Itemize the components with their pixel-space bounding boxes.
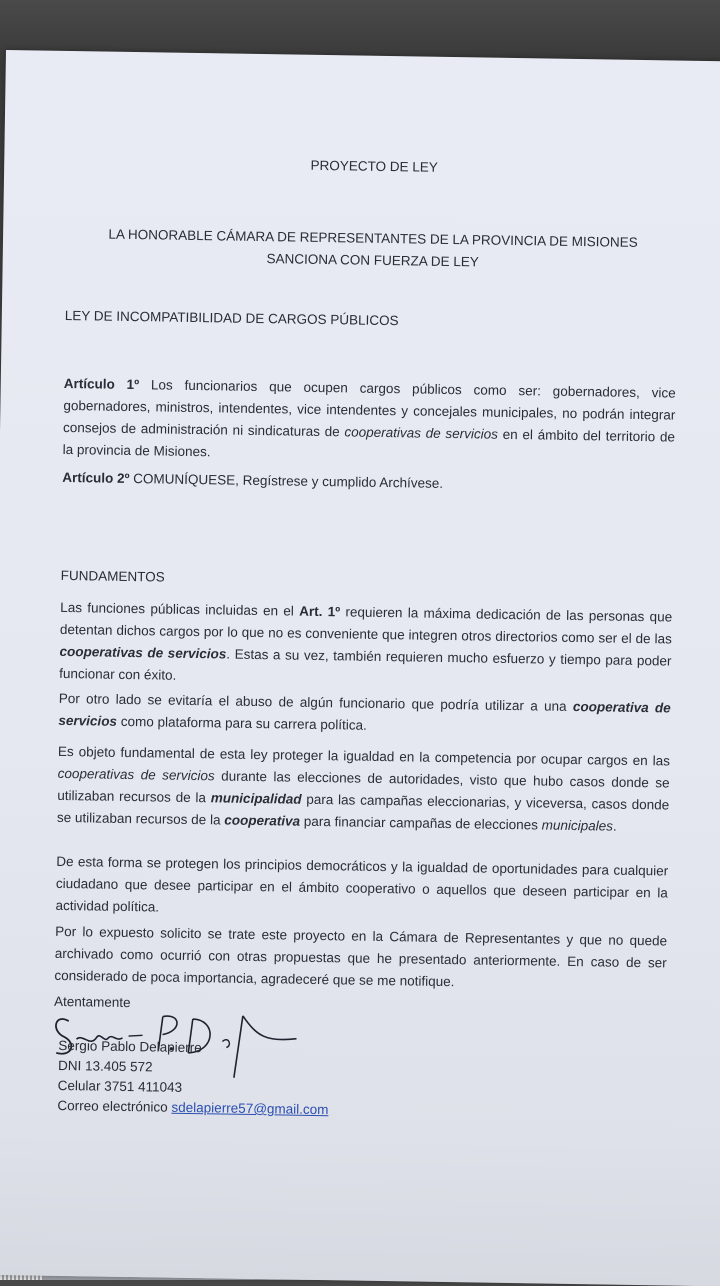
fundamentos-paragraph-2 [58,688,671,742]
document-title: PROYECTO DE LEY [310,157,438,175]
article-2-label: Artículo 2º [62,469,130,486]
fundamentos-paragraph-1 [59,597,672,695]
article-1-text-b: en el ámbito del territorio de la provincia de Misiones. [62,426,676,460]
f1-b: Art. 1º [299,603,341,620]
f2-c: como plataforma para su carrera política. [116,713,367,733]
signer-dni: DNI 13.405 572 [57,1057,153,1075]
fundamentos-heading: FUNDAMENTOS [60,567,165,585]
f3-c: durante las elecciones de autoridades, visto que hubo casos donde se utilizaban recursos de la [57,768,670,806]
f1-e: . Estas a su vez, también requieren mucho esfuerzo y tiempo para poder funcionar con éxito. [59,646,672,683]
f3-a: Es objeto fundamental de esta ley proteger la igualdad en la competencia por ocupar cargos en las [57,743,671,769]
article-1 [63,373,676,471]
article-2 [62,467,674,499]
fundamentos-paragraph-5: Por lo expuesto solicito se trate este proyecto en la Cámara de Representantes y que no quede archivado como ocurrió con otras propuestas que he presentado anteriormente. En caso de ser considerado de poca importancia, agradeceré que se me notifique. [54,923,668,990]
article-1-emphasis: cooperativas de servicios [344,424,499,442]
signer-phone: Celular 3751 411043 [57,1077,183,1095]
f3-h: municipales [541,817,614,834]
heading-line-1: LA HONORABLE CÁMARA DE REPRESENTANTES DE LA PROVINCIA DE MISIONES [108,226,638,250]
signer-block [57,1036,329,1120]
f1-a: Las funciones públicas incluidas en el [60,599,300,619]
f3-e: para las campañas eleccionarias, y viceversa, casos donde se utilizaban recursos de la [56,791,670,828]
email-label: Correo electrónico [57,1097,172,1115]
fundamentos-paragraph-4: De esta forma se protegen los principios democráticos y la igualdad de oportunidades para cualquier ciudadano que desee participar en el ámbito cooperativo o aquellos que deseen participar en la actividad política. [55,853,669,915]
f3-b: cooperativas de servicios [57,765,215,784]
f2-b: cooperativa de servicios [58,698,671,729]
law-name: LEY DE INCOMPATIBILIDAD DE CARGOS PÚBLICOS [64,307,399,329]
f3-i: . [612,818,617,834]
document-content [0,50,720,1286]
document-heading [63,223,684,277]
f3-g: para financiar campañas de elecciones [299,813,542,833]
article-1-label: Artículo 1º [63,375,140,393]
signer-name: Sergio Pablo Delapierre [58,1037,202,1056]
f3-d: municipalidad [210,790,302,807]
heading-line-2: SANCIONA CON FUERZA DE LEY [266,251,479,270]
signer-email-line [57,1096,328,1120]
f2-a: Por otro lado se evitaría el abuso de algún funcionario que podría utilizar a una [58,690,574,714]
document-page [0,50,720,1286]
f1-c: requieren la máxima dedicación de las personas que detentan dichos cargos por lo que no es conveniente que integren otros directorios como ser el de las [59,604,673,647]
email-link[interactable]: sdelapierre57@gmail.com [171,1099,329,1118]
fundamentos-paragraph-3 [57,741,670,839]
closing: Atentamente [53,993,131,1011]
f1-d: cooperativas de servicios [59,643,227,662]
article-1-text-a: Los funcionarios que ocupen cargos públicos como ser: gobernadores, vice gobernadores, ministros, intendentes, vice intendentes y concejales municipales, no podrán integrar consejos de administración ni sindicaturas de [62,377,676,440]
article-2-text: COMUNÍQUESE, Regístrese y cumplido Archívese. [129,470,444,491]
f3-f: cooperativa [224,812,301,829]
